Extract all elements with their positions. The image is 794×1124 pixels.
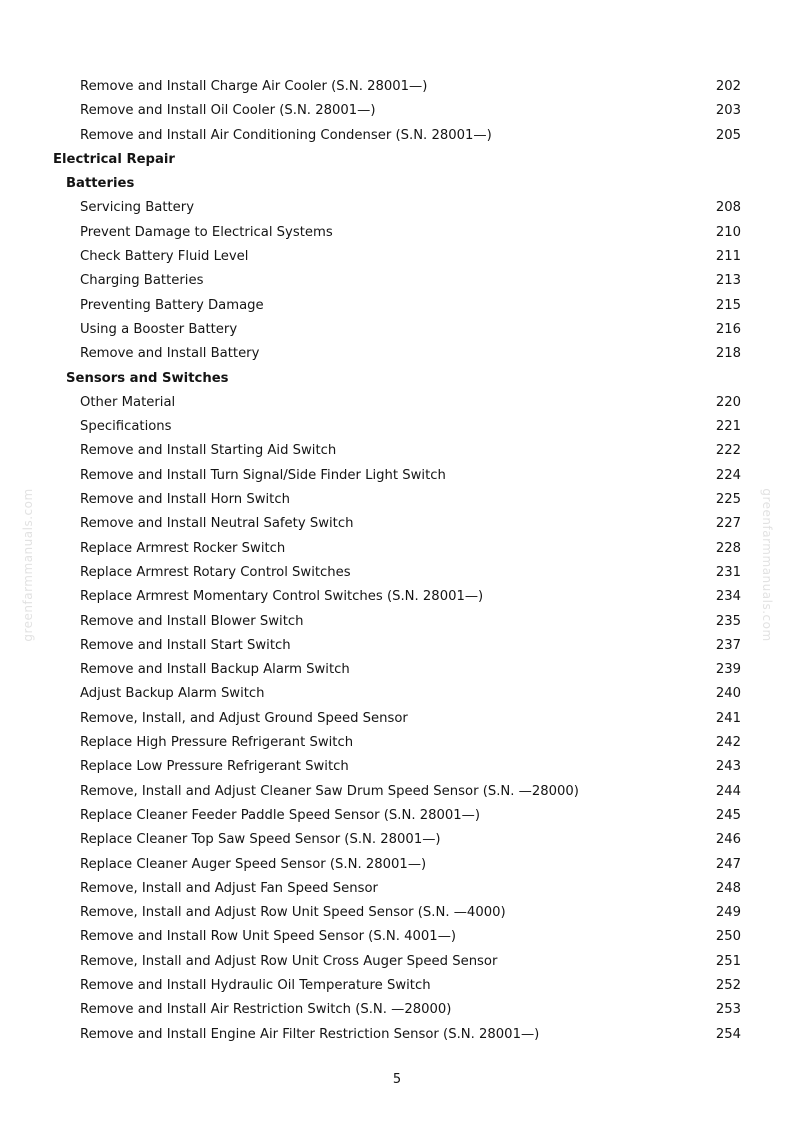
toc-entry[interactable] [0, 925, 794, 949]
toc-entry[interactable] [0, 561, 794, 585]
toc-entry-page: 248 [715, 880, 741, 896]
toc-entry[interactable] [0, 950, 794, 974]
toc-entry[interactable] [0, 780, 794, 804]
toc-section-heading[interactable] [0, 148, 794, 172]
toc-entry[interactable] [0, 196, 794, 220]
toc-entry[interactable] [0, 537, 794, 561]
toc-entry-title: Other Material [80, 394, 176, 410]
toc-entry-page: 250 [715, 929, 741, 945]
toc-entry[interactable] [0, 828, 794, 852]
toc-entry-page: 218 [715, 346, 741, 362]
toc-entry-title: Remove and Install Neutral Safety Switch [80, 516, 354, 532]
toc-entry[interactable] [0, 342, 794, 366]
toc-entry-title: Prevent Damage to Electrical Systems [80, 224, 333, 240]
toc-entry-page: 246 [715, 832, 741, 848]
toc-subsection-title: Batteries [66, 176, 135, 192]
toc-entry-title: Check Battery Fluid Level [80, 249, 249, 265]
toc-entry-title: Remove and Install Blower Switch [80, 613, 304, 629]
toc-entry[interactable] [0, 682, 794, 706]
toc-entry-title: Remove and Install Charge Air Cooler (S.N. 28001—) [80, 79, 428, 94]
toc-entry-page: 225 [715, 492, 741, 508]
toc-entry-title: Remove and Install Battery [80, 346, 260, 362]
toc-entry[interactable] [0, 1023, 794, 1047]
toc-subsection-title: Sensors and Switches [66, 370, 229, 386]
toc-entry[interactable] [0, 658, 794, 682]
toc-entry[interactable] [0, 853, 794, 877]
toc-entry-page: 202 [715, 79, 741, 94]
toc-entry-page: 249 [715, 905, 741, 921]
toc-entry-page: 235 [715, 613, 741, 629]
toc-entry-title: Remove and Install Backup Alarm Switch [80, 662, 350, 678]
toc-entry-title: Remove and Install Oil Cooler (S.N. 28001—) [80, 103, 376, 119]
toc-entry-title: Charging Batteries [80, 273, 204, 289]
toc-entry-title: Remove, Install and Adjust Row Unit Speed Sensor (S.N. —4000) [80, 905, 506, 921]
toc-entry[interactable] [0, 415, 794, 439]
toc-entry-title: Using a Booster Battery [80, 321, 238, 337]
toc-entry-page: 213 [715, 273, 741, 289]
toc-entry-title: Replace Cleaner Top Saw Speed Sensor (S.N. 28001—) [80, 832, 441, 848]
watermark-right: greenfarmmanuals.com [760, 488, 774, 642]
toc-entry-page: 243 [715, 759, 741, 775]
toc-entry-page: 203 [715, 103, 741, 119]
toc-entry-title: Remove and Install Air Restriction Switch (S.N. —28000) [80, 1002, 452, 1018]
toc-entry[interactable] [0, 804, 794, 828]
toc-entry-page: 224 [715, 467, 741, 483]
toc-subsection-heading[interactable] [0, 172, 794, 196]
page-number: 5 [392, 1072, 402, 1087]
toc-entry[interactable] [0, 464, 794, 488]
toc-entry-title: Replace Cleaner Auger Speed Sensor (S.N. 28001—) [80, 856, 427, 872]
toc-entry-title: Servicing Battery [80, 200, 195, 216]
toc-entry[interactable] [0, 318, 794, 342]
toc-entry-title: Remove and Install Row Unit Speed Sensor (S.N. 4001—) [80, 929, 457, 945]
watermark-left: greenfarmmanuals.com [21, 488, 35, 642]
toc-entry-page: 252 [715, 977, 741, 993]
toc-entry-title: Specifications [80, 419, 172, 435]
toc-entry[interactable] [0, 610, 794, 634]
toc-entry-title: Preventing Battery Damage [80, 297, 264, 313]
toc-entry[interactable] [0, 901, 794, 925]
toc-entry[interactable] [0, 488, 794, 512]
toc-entry[interactable] [0, 245, 794, 269]
toc-entry-page: 227 [715, 516, 741, 532]
toc-entry-title: Replace High Pressure Refrigerant Switch [80, 735, 354, 751]
toc-entry-title: Remove and Install Air Conditioning Condenser (S.N. 28001—) [80, 127, 492, 143]
toc-entry[interactable] [0, 124, 794, 148]
toc-entry[interactable] [0, 585, 794, 609]
toc-entry[interactable] [0, 877, 794, 901]
toc-entry-page: 208 [715, 200, 741, 216]
toc-entry-page: 210 [715, 224, 741, 240]
toc-entry[interactable] [0, 294, 794, 318]
toc-entry[interactable] [0, 269, 794, 293]
toc-entry[interactable] [0, 634, 794, 658]
toc-entry-page: 220 [715, 394, 741, 410]
toc-entry-title: Replace Low Pressure Refrigerant Switch [80, 759, 349, 775]
toc-entry-page: 244 [715, 783, 741, 799]
toc-entry[interactable] [0, 75, 794, 99]
toc-entry-page: 241 [715, 710, 741, 726]
toc-entry-title: Remove and Install Engine Air Filter Restriction Sensor (S.N. 28001—) [80, 1026, 540, 1042]
table-of-contents [0, 75, 794, 1047]
toc-entry-page: 240 [715, 686, 741, 702]
toc-entry-page: 251 [715, 953, 741, 969]
toc-section-title: Electrical Repair [53, 151, 175, 167]
toc-entry-page: 254 [715, 1026, 741, 1042]
toc-entry-page: 253 [715, 1002, 741, 1018]
toc-entry[interactable] [0, 974, 794, 998]
toc-entry-page: 242 [715, 735, 741, 751]
toc-entry-title: Remove, Install and Adjust Row Unit Cross Auger Speed Sensor [80, 953, 498, 969]
toc-entry-title: Remove and Install Starting Aid Switch [80, 443, 337, 459]
toc-entry-title: Replace Armrest Rotary Control Switches [80, 564, 351, 580]
toc-entry-title: Remove, Install, and Adjust Ground Speed Sensor [80, 710, 408, 726]
toc-entry-title: Remove, Install and Adjust Cleaner Saw Drum Speed Sensor (S.N. —28000) [80, 783, 579, 799]
toc-subsection-heading[interactable] [0, 367, 794, 391]
toc-entry[interactable] [0, 755, 794, 779]
toc-entry-title: Replace Cleaner Feeder Paddle Speed Sensor (S.N. 28001—) [80, 807, 481, 823]
toc-entry-page: 221 [715, 419, 741, 435]
toc-entry[interactable] [0, 221, 794, 245]
toc-entry-page: 215 [715, 297, 741, 313]
toc-entry-page: 239 [715, 662, 741, 678]
toc-entry[interactable] [0, 707, 794, 731]
toc-entry-title: Remove and Install Hydraulic Oil Temperature Switch [80, 977, 431, 993]
toc-entry-title: Remove, Install and Adjust Fan Speed Sensor [80, 880, 378, 896]
toc-entry-page: 216 [715, 321, 741, 337]
toc-entry[interactable] [0, 731, 794, 755]
toc-entry-page: 222 [715, 443, 741, 459]
toc-entry-page: 245 [715, 807, 741, 823]
toc-entry-page: 234 [715, 589, 741, 605]
toc-entry-page: 231 [715, 564, 741, 580]
toc-entry-page: 211 [715, 249, 741, 265]
toc-entry[interactable] [0, 998, 794, 1022]
toc-entry-page: 237 [715, 637, 741, 653]
toc-entry-title: Replace Armrest Rocker Switch [80, 540, 286, 556]
toc-entry-page: 228 [715, 540, 741, 556]
toc-entry-title: Remove and Install Horn Switch [80, 492, 290, 508]
toc-entry-title: Adjust Backup Alarm Switch [80, 686, 265, 702]
toc-entry-page: 205 [715, 127, 741, 143]
toc-entry[interactable] [0, 439, 794, 463]
toc-entry-page: 247 [715, 856, 741, 872]
toc-entry-title: Remove and Install Turn Signal/Side Finder Light Switch [80, 467, 446, 483]
toc-entry[interactable] [0, 391, 794, 415]
toc-entry-title: Replace Armrest Momentary Control Switches (S.N. 28001—) [80, 589, 484, 605]
toc-entry[interactable] [0, 99, 794, 123]
toc-entry-title: Remove and Install Start Switch [80, 637, 291, 653]
toc-entry[interactable] [0, 512, 794, 536]
